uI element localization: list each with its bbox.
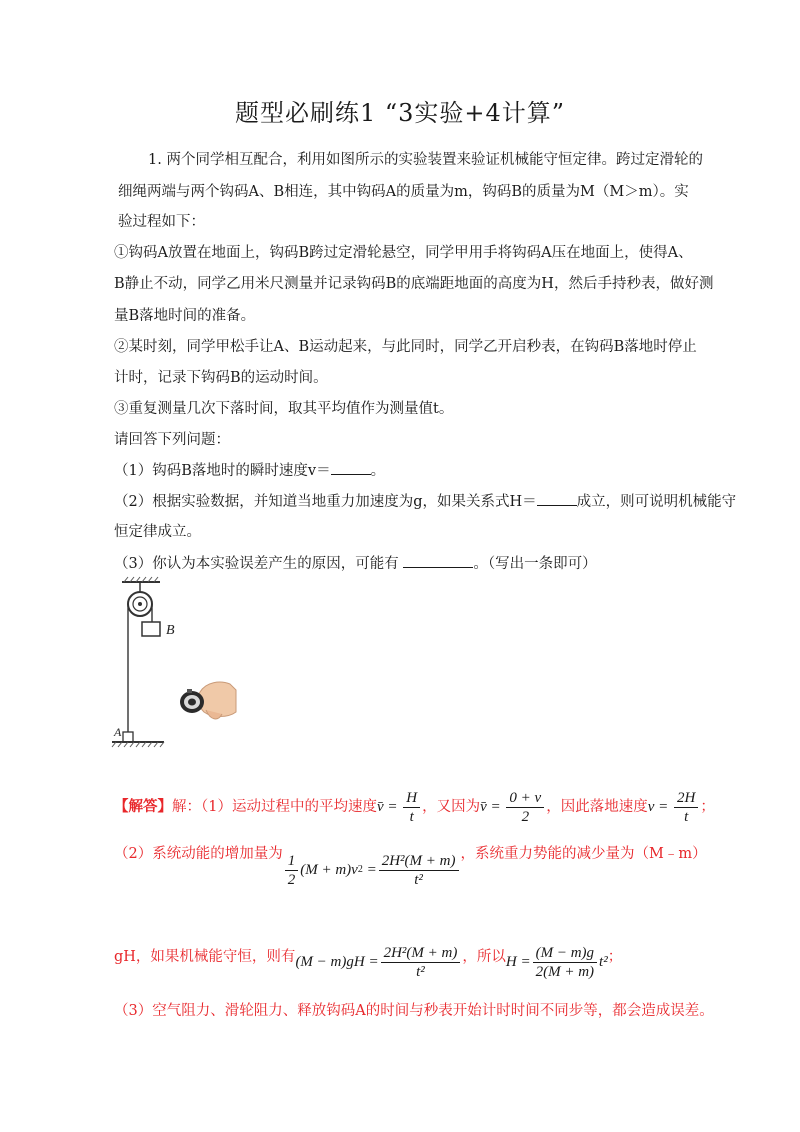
- label-b: B: [166, 623, 175, 638]
- formula-vbar-def: v̄ = $\frac{H}{t}$: [377, 789, 422, 826]
- frac-den: t²: [416, 963, 425, 980]
- answer-p1-mid1: ，又因为: [422, 799, 481, 815]
- q2-end: 成立，则可说明机械能守: [576, 494, 737, 510]
- step3: ③重复测量几次下落时间，取其平均值作为测量值t。: [114, 401, 454, 417]
- frac-num: 2H²(M + m): [379, 852, 459, 871]
- frac-den: 2: [287, 871, 296, 888]
- frac-num: 0 + v: [506, 789, 544, 808]
- page-title: 题型必刷练1 “3实验+4计算”: [234, 99, 566, 127]
- answer-p2-prefix: （2）系统动能的增加量为: [114, 846, 283, 862]
- frac-den: 2(M + m): [535, 963, 595, 980]
- answer-line-2: [114, 838, 707, 888]
- vbar-symbol: v̄: [376, 798, 384, 815]
- H-symbol: H: [505, 954, 517, 970]
- frac-den: 2: [521, 808, 530, 825]
- question-2-line2: 恒定律成立。: [114, 524, 201, 540]
- question-3: [114, 553, 597, 574]
- q3-end: 。（写出一条即可）: [473, 556, 597, 572]
- answer-line-4: （3）空气阻力、滑轮阻力、释放钩码A的时间与秒表开始计时时间不同步等，都会造成误差。: [114, 1003, 714, 1019]
- answer-blank-3[interactable]: [403, 553, 473, 568]
- v-symbol: v: [647, 798, 655, 815]
- formula-v: v = $\frac{2H}{t}$: [648, 789, 701, 826]
- stopwatch-hand: [180, 682, 236, 719]
- frac-num: (M − m)g: [533, 944, 597, 963]
- block-b: [142, 622, 160, 636]
- frac-num: 2H: [674, 789, 698, 808]
- frac-den: t: [684, 808, 689, 825]
- frac-den: t: [409, 808, 414, 825]
- vbar-symbol-2: v̄: [480, 798, 487, 815]
- q3-text: （3）你认为本实验误差产生的原因，可能有: [114, 556, 404, 572]
- answer-p3-mid: ，所以: [462, 949, 506, 965]
- answer-p1-end: ；: [700, 799, 715, 815]
- frac-num: 1: [285, 852, 299, 871]
- label-a: A: [114, 725, 122, 739]
- q1-end: 。: [370, 463, 386, 479]
- pulley-figure: [108, 574, 248, 749]
- step1-line2: B静止不动，同学乙用米尺测量并记录钩码B的底端距地面的高度为H，然后手持秒表，做好测: [114, 276, 714, 292]
- step2-line1: ②某时刻，同学甲松手让A、B运动起来，与此同时，同学乙开启秒表，在钩码B落地时停止: [114, 339, 697, 355]
- formula-H: H = $\frac{(M - m)g}{2(M + m)}$ t²: [505, 944, 608, 980]
- question-2: [114, 491, 736, 512]
- answer-p1-mid2: ，因此落地速度: [546, 799, 648, 815]
- question-intro-line3: 验过程如下：: [118, 214, 205, 230]
- pulley-axle: [138, 602, 142, 606]
- q2-text: （2）根据实验数据，并知道当地重力加速度为g，如果关系式H＝: [114, 494, 537, 510]
- t2-tail: t²: [599, 954, 608, 970]
- question-intro-line1: 1. 两个同学相互配合，利用如图所示的实验装置来验证机械能守恒定律。跨过定滑轮的: [148, 152, 703, 168]
- frac-den: t²: [414, 871, 423, 888]
- q1-text: （1）钩码B落地时的瞬时速度v＝: [114, 463, 331, 479]
- formula-energy-balance: (M − m)gH = $\frac{\text{2H²(M + m)}}{\text{t²}}$: [295, 944, 462, 981]
- ke-mid: (M + m)v: [300, 862, 358, 878]
- answer-p2-mid: ，系统重力势能的减少量为（M﹣m）: [460, 846, 707, 862]
- question-intro-line2: 细绳两端与两个钩码A、B相连，其中钩码A的质量为m，钩码B的质量为M（M＞m）。实: [118, 184, 689, 200]
- question-prompt: 请回答下列问题：: [114, 432, 230, 448]
- answer-blank-1[interactable]: [331, 460, 371, 475]
- answer-p1-prefix: 解：（1）运动过程中的平均速度: [172, 799, 377, 815]
- block-a: [123, 732, 133, 742]
- answer-line-1: [114, 784, 715, 830]
- frac-num: 2H²(M + m): [381, 944, 461, 963]
- step1-line1: ①钩码A放置在地面上，钩码B跨过定滑轮悬空，同学甲用手将钩码A压在地面上，使得A、: [114, 245, 693, 261]
- answer-blank-2[interactable]: [537, 491, 577, 506]
- formula-vbar-avg: v̄ = $\frac{0 + v}{2}$: [480, 789, 546, 826]
- pe-lhs: (M − m)gH: [295, 954, 365, 970]
- answer-tag: 【解答】: [114, 798, 172, 815]
- answer-line-3: [114, 932, 622, 982]
- frac-num: H: [403, 789, 420, 808]
- answer-p3-prefix: gH，如果机械能守恒，则有: [114, 949, 296, 965]
- step1-line3: 量B落地时间的准备。: [114, 308, 256, 324]
- question-1: [114, 460, 385, 481]
- formula-kinetic-energy: $\frac{1}{2}$ (M + m)v 2 = $\frac{\text{2H²(M + m)}}{\text{t²}}$: [283, 852, 461, 889]
- stopwatch-button: [187, 689, 192, 693]
- step2-line2: 计时，记录下钩码B的运动时间。: [114, 370, 328, 386]
- answer-p3-end: ；: [607, 949, 623, 965]
